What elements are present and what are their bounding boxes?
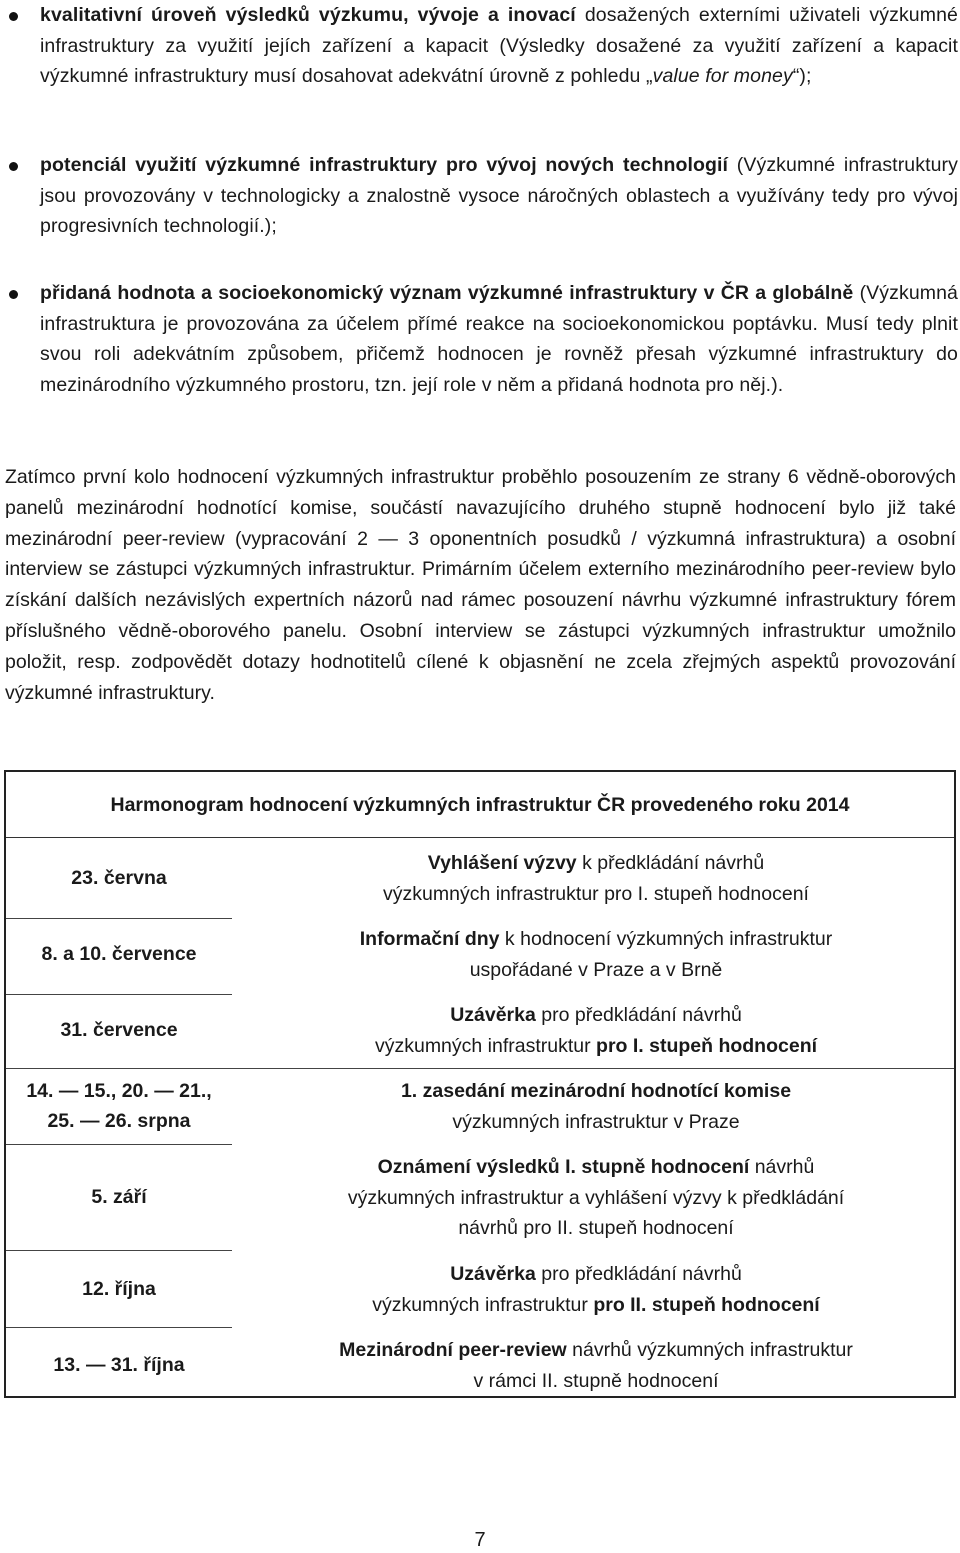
desc-line2: výzkumných infrastruktur a vyhlášení výzvy k předkládání — [347, 1186, 845, 1209]
divider — [6, 994, 232, 995]
schedule-table — [4, 770, 956, 1398]
bullet-body: dosažených externími uživateli výzkumné infrastruktury za využití jejích zařízení a kapacit (Výsledky dosažené za využití zařízení a kapacit výzkumné infrastruktury musí dosahovat adekvátní úrovně z pohledu „ — [40, 4, 958, 87]
page-number: 7 — [474, 1529, 486, 1551]
schedule-desc — [296, 1000, 896, 1061]
schedule-desc — [296, 1152, 896, 1244]
desc-rest: pro předkládání návrhů — [535, 1263, 742, 1285]
desc-line3: návrhů pro II. stupeň hodnocení — [458, 1217, 734, 1239]
date-line1: 14. — 15., 20. — 21., — [26, 1080, 212, 1102]
bullet-dot — [9, 290, 18, 299]
bullet-bold: kvalitativní úroveň výsledků výzkumu, vývoje a inovací — [40, 4, 576, 26]
body-paragraph: Zatímco první kolo hodnocení výzkumných infrastruktur proběhlo posouzením ze strany 6 vědně-oborových panelů mezinárodní hodnotící komise, součástí navazujícího druhého stupně hodnocení bylo již také mezinárodní peer-review (vypracování 2 — 3 oponentních posudků / výzkumná infrastruktura) a osobní interview se zástupci výzkumných infrastruktur. Primárním účelem externího mezinárodního peer-review bylo získání dalších nezávislých expertních názorů nad rámec posouzení návrhu výzkumné infrastruktury fórem příslušného vědně-oborového panelu. Osobní interview se zástupci výzkumných infrastruktur umožnilo položit, resp. zodpovědět dotazy hodnotitelů cílené k objasnění ne zcela zřejmých aspektů provozování výzkumné infrastruktury. — [5, 466, 956, 704]
desc-bold-2: pro II. stupeň hodnocení — [593, 1293, 820, 1316]
schedule-date: 13. — 31. října — [53, 1354, 185, 1376]
bullet-text — [40, 150, 958, 242]
divider — [6, 1144, 232, 1145]
bullet-body: (Výzkumná infrastruktura je provozována za účelem přímé reakce na socioekonomickou poptávku. Musí tedy plnit svou roli adekvátním způsobem, přičemž hodnocen je rovněž přesah výzkumné infrastruktury do mezinárodního výzkumného prostoru, tzn. její role v něm a přidaná hodnota pro něj.). — [40, 282, 958, 396]
desc-rest: návrhů — [749, 1156, 815, 1178]
schedule-date: 23. června — [71, 867, 167, 889]
desc-bold-2: pro I. stupeň hodnocení — [596, 1034, 818, 1057]
desc-line2: výzkumných infrastruktur — [374, 1034, 597, 1057]
bullet-body-end: “); — [792, 65, 812, 87]
desc-bold: Mezinárodní peer-review — [339, 1339, 567, 1361]
bullet-dot — [9, 162, 18, 171]
desc-bold: Vyhlášení výzvy — [427, 852, 577, 874]
bullet-text — [40, 278, 958, 400]
divider — [6, 1327, 232, 1328]
bullet-text — [40, 0, 958, 92]
desc-line2: uspořádané v Praze a v Brně — [469, 958, 723, 981]
desc-rest: k hodnocení výzkumných infrastruktur — [499, 928, 833, 950]
schedule-desc — [296, 1335, 896, 1396]
schedule-desc — [296, 848, 896, 909]
schedule-desc — [296, 1259, 896, 1320]
divider — [6, 1250, 232, 1251]
bullet-bold: potenciál využití výzkumné infrastruktury pro vývoj nových technologií — [40, 154, 729, 176]
schedule-date: 8. a 10. července — [41, 943, 197, 965]
bullet-dot — [9, 12, 18, 21]
schedule-title: Harmonogram hodnocení výzkumných infrastruktur ČR provedeného roku 2014 — [6, 772, 954, 838]
schedule-date: 12. října — [82, 1278, 156, 1300]
desc-rest: k předkládání návrhů — [576, 852, 765, 874]
schedule-desc — [296, 1076, 896, 1137]
desc-bold: Uzávěrka — [450, 1263, 536, 1285]
desc-rest: návrhů výzkumných infrastruktur — [566, 1339, 853, 1361]
bullet-italic: value for money — [652, 65, 793, 87]
desc-bold: Uzávěrka — [450, 1004, 536, 1026]
bullet-body: (Výzkumné infrastruktury jsou provozovány v technologicky a znalostně vysoce náročných oblastech a využívány tedy pro vývoj progresivních technologií.); — [40, 154, 958, 237]
divider — [6, 1068, 954, 1069]
schedule-desc — [296, 924, 896, 985]
desc-rest: pro předkládání návrhů — [535, 1004, 742, 1026]
desc-line2: výzkumných infrastruktur pro I. stupeň hodnocení — [383, 882, 809, 905]
divider — [6, 918, 232, 919]
desc-line2: výzkumných infrastruktur v Praze — [452, 1110, 740, 1133]
schedule-date: 31. července — [60, 1019, 178, 1041]
desc-line2: v rámci II. stupně hodnocení — [473, 1369, 719, 1392]
schedule-date — [6, 1076, 232, 1136]
desc-line2: výzkumných infrastruktur — [372, 1293, 594, 1316]
desc-bold: Informační dny — [359, 928, 500, 950]
desc-bold: 1. zasedání mezinárodní hodnotící komise — [400, 1080, 792, 1102]
desc-bold: Oznámení výsledků I. stupně hodnocení — [377, 1156, 750, 1178]
bullet-bold: přidaná hodnota a socioekonomický význam výzkumné infrastruktury v ČR a globálně — [40, 282, 854, 304]
schedule-date: 5. září — [91, 1186, 147, 1208]
date-line2: 25. — 26. srpna — [47, 1110, 191, 1132]
